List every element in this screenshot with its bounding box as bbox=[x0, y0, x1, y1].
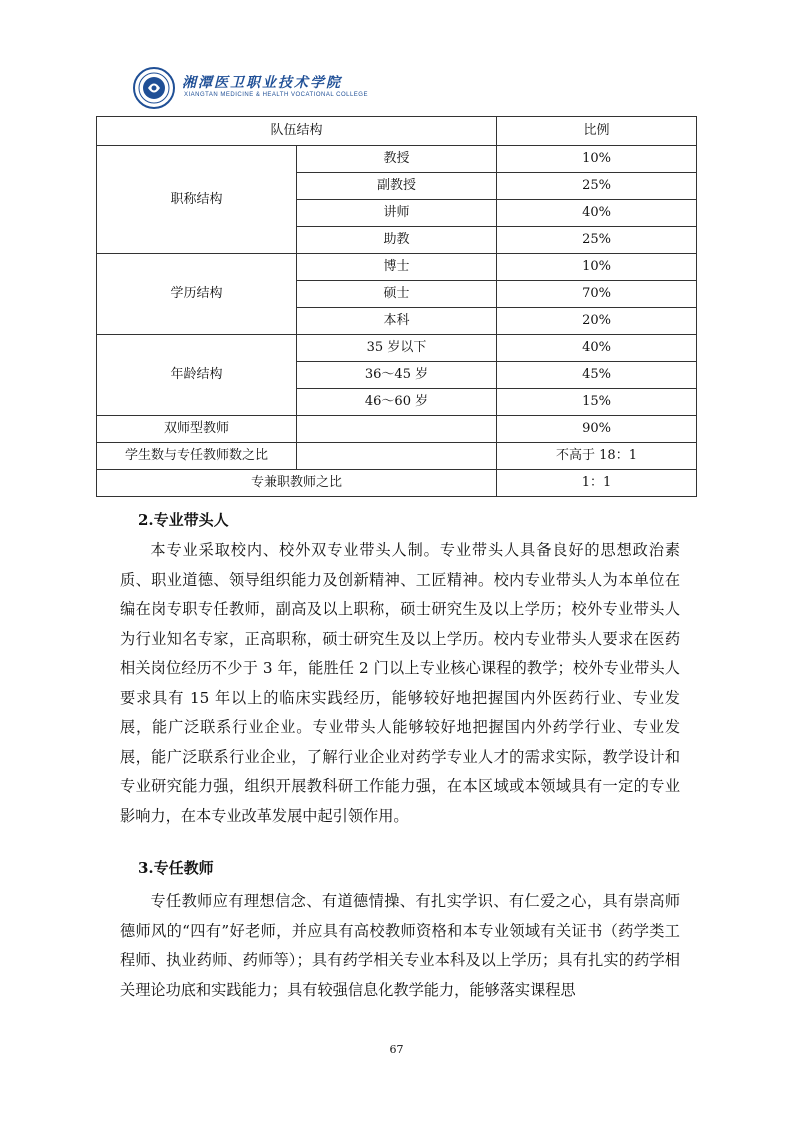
row-item bbox=[297, 443, 497, 470]
row-item: 博士 bbox=[297, 254, 497, 281]
row-item: 教授 bbox=[297, 146, 497, 173]
table-row bbox=[97, 416, 697, 443]
row-ratio: 25% bbox=[497, 173, 697, 200]
section-title: 3.专任教师 bbox=[138, 859, 214, 877]
row-item bbox=[297, 416, 497, 443]
row-ratio: 40% bbox=[497, 335, 697, 362]
section-paragraph: 本专业采取校内、校外双专业带头人制。专业带头人具备良好的思想政治素质、职业道德、领导组织能力及创新精神、工匠精神。校内专业带头人为本单位在编在岗专职专任教师，副高及以上职称，硕士研究生及以上学历；校外专业带头人为行业知名专家，正高职称，硕士研究生及以上学历。校内专业带头人要求在医药相关岗位经历不少于 3 年，能胜任 2 门以上专业核心课程的教学；校外专业带头人要求具有 15 年以上的临床实践经历，能够较好地把握国内外医药行业、专业发展，能广泛联系行业企业。专业带头人能够较好地把握国内外药学行业、专业发展，能广泛联系行业企业，了解行业企业对药学专业人才的需求实际，教学设计和专业研究能力强，组织开展教科研工作能力强，在本区域或本领域具有一定的专业影响力，在本专业改革发展中起引领作用。 bbox=[120, 541, 680, 825]
row-ratio: 10% bbox=[497, 254, 697, 281]
row-ratio: 15% bbox=[497, 389, 697, 416]
table-row bbox=[97, 470, 697, 497]
single-title: 双师型教师 bbox=[97, 416, 297, 443]
row-ratio: 40% bbox=[497, 200, 697, 227]
row-item: 讲师 bbox=[297, 200, 497, 227]
row-ratio: 20% bbox=[497, 308, 697, 335]
school-name-en: XIANGTAN MEDICINE & HEALTH VOCATIONAL COLLEGE bbox=[184, 92, 368, 98]
row-item: 助教 bbox=[297, 227, 497, 254]
row-ratio: 45% bbox=[497, 362, 697, 389]
row-item: 35 岁以下 bbox=[297, 335, 497, 362]
page-number: 67 bbox=[389, 1043, 404, 1056]
row-ratio: 10% bbox=[497, 146, 697, 173]
table-row bbox=[97, 335, 697, 362]
college-emblem-icon bbox=[132, 66, 176, 110]
group-title: 职称结构 bbox=[97, 146, 297, 254]
section-title: 2.专业带头人 bbox=[138, 511, 229, 529]
single-title: 学生数与专任教师数之比 bbox=[97, 443, 297, 470]
row-item: 46～60 岁 bbox=[297, 389, 497, 416]
table-row bbox=[97, 443, 697, 470]
row-ratio: 25% bbox=[497, 227, 697, 254]
table-row bbox=[97, 146, 697, 173]
table-header-row bbox=[97, 117, 697, 146]
header-ratio: 比例 bbox=[497, 117, 697, 146]
group-title: 学历结构 bbox=[97, 254, 297, 335]
section-paragraph: 专任教师应有理想信念、有道德情操、有扎实学识、有仁爱之心，具有崇高师德师风的“四有”好老师，并应具有高校教师资格和本专业领域有关证书（药学类工程师、执业药师、药师等）；具有药学相关专业本科及以上学历；具有扎实的药学相关理论功底和实践能力；具有较强信息化教学能力，能够落实课程思 bbox=[120, 892, 680, 999]
single-title: 专兼职教师之比 bbox=[97, 470, 497, 497]
row-ratio: 90% bbox=[497, 416, 697, 443]
table-row bbox=[97, 254, 697, 281]
header-category: 队伍结构 bbox=[97, 117, 497, 146]
row-item: 36～45 岁 bbox=[297, 362, 497, 389]
row-ratio: 不高于 18：1 bbox=[497, 443, 697, 470]
page-header bbox=[132, 66, 472, 112]
row-ratio: 70% bbox=[497, 281, 697, 308]
row-item: 硕士 bbox=[297, 281, 497, 308]
row-ratio: 1：1 bbox=[497, 470, 697, 497]
staff-structure-table bbox=[96, 116, 697, 497]
row-item: 副教授 bbox=[297, 173, 497, 200]
school-name-cn: 湘潭医卫职业技术学院 bbox=[182, 75, 342, 91]
group-title: 年龄结构 bbox=[97, 335, 297, 416]
row-item: 本科 bbox=[297, 308, 497, 335]
